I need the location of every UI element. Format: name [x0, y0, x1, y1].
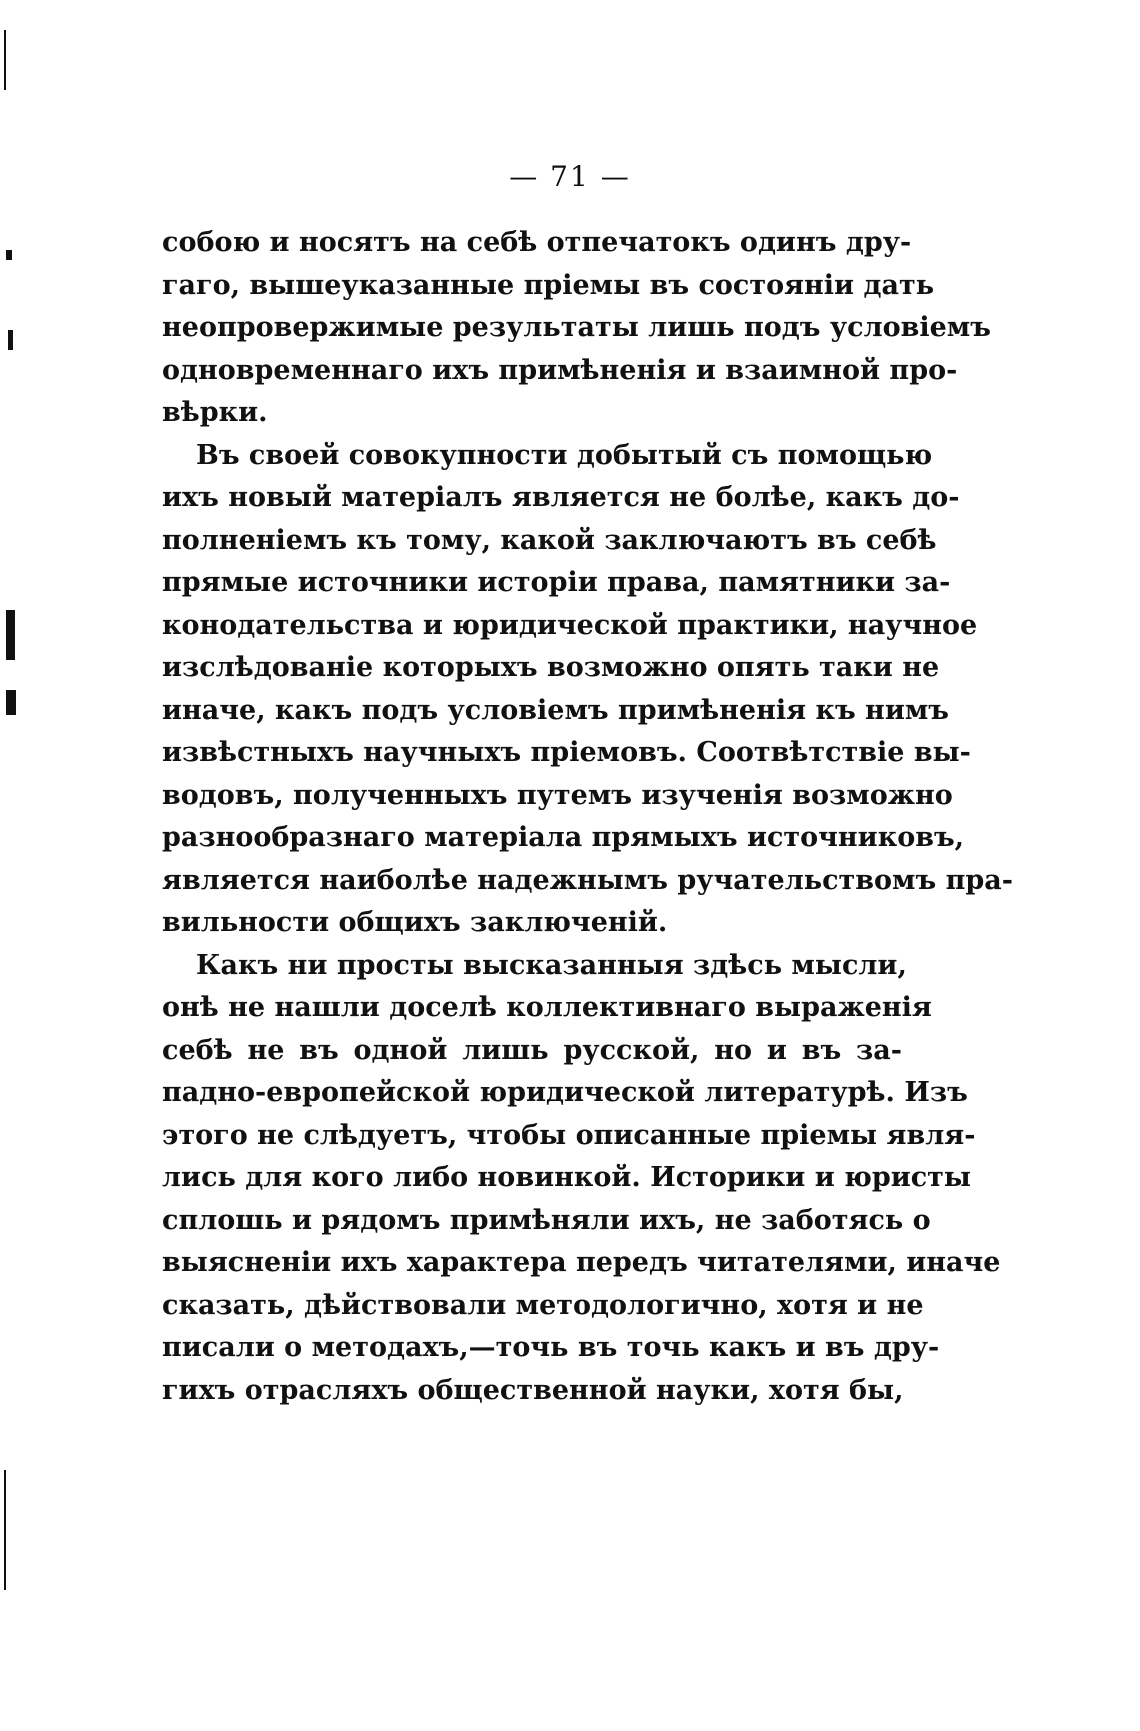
text-line: гаго, вышеуказанные пріемы въ состояніи дать [162, 269, 935, 301]
scan-edge-mark [4, 1470, 6, 1590]
scan-edge-mark [8, 330, 13, 350]
text-line: конодательства и юридической практики, научное [162, 609, 978, 641]
text-line: прямые источники исторіи права, памятники за- [162, 567, 951, 598]
text-line: собою и носятъ на себѣ отпечатокъ одинъ дру- [162, 227, 912, 258]
text-line: неопровержимые результаты лишь подъ условіемъ [162, 312, 991, 343]
text-line: сказать, дѣйствовали методологично, хотя и не [162, 1289, 924, 1321]
body-text [162, 222, 1013, 1412]
scan-edge-mark [6, 690, 16, 715]
paragraph-2 [162, 435, 1013, 945]
text-line: гихъ отрасляхъ общественной науки, хотя бы, [162, 1374, 904, 1406]
paragraph-3 [162, 945, 1001, 1413]
text-line: писали о методахъ,—точь въ точь какъ и въ дру- [162, 1332, 940, 1363]
scan-edge-mark [6, 610, 15, 660]
text-line: Какъ ни просты высказанныя здѣсь мысли, [196, 949, 907, 981]
text-line: изслѣдованіе которыхъ возможно опять таки не [162, 652, 940, 683]
page-number: — 71 — [509, 160, 631, 193]
text-line: лись для кого либо новинкой. Историки и юристы [162, 1162, 971, 1193]
text-line: водовъ, полученныхъ путемъ изученія возможно [162, 779, 953, 811]
text-line: сплошь и рядомъ примѣняли ихъ, не заботясь о [162, 1204, 931, 1236]
text-line: ихъ новый матеріалъ является не болѣе, какъ до- [162, 482, 960, 513]
text-line: вѣрки. [162, 397, 268, 428]
scan-edge-mark [6, 250, 12, 260]
text-line: извѣстныхъ научныхъ пріемовъ. Соотвѣтствіе вы- [162, 737, 971, 768]
text-line: Въ своей совокупности добытый съ помощью [196, 439, 933, 471]
text-line: онѣ не нашли доселѣ коллективнаго выраженія [162, 992, 932, 1023]
text-line: полненіемъ къ тому, какой заключаютъ въ себѣ [162, 524, 937, 556]
scan-edge-mark [4, 30, 6, 90]
text-line: этого не слѣдуетъ, чтобы описанные пріемы явля- [162, 1119, 976, 1151]
text-line: вильности общихъ заключеній. [162, 907, 668, 938]
text-line: является наиболѣе надежнымъ ручательствомъ пра- [162, 864, 1013, 896]
text-line: иначе, какъ подъ условіемъ примѣненія къ нимъ [162, 694, 950, 726]
text-line: себѣ не въ одной лишь русской, но и въ за- [162, 1034, 902, 1066]
text-line: одновременнаго ихъ примѣненія и взаимной про- [162, 354, 958, 386]
paragraph-1 [162, 222, 991, 435]
text-line: выясненіи ихъ характера передъ читателями, иначе [162, 1247, 1001, 1278]
text-line: падно-европейской юридической литературѣ. Изъ [162, 1077, 968, 1108]
text-line: разнообразнаго матеріала прямыхъ источниковъ, [162, 822, 965, 853]
